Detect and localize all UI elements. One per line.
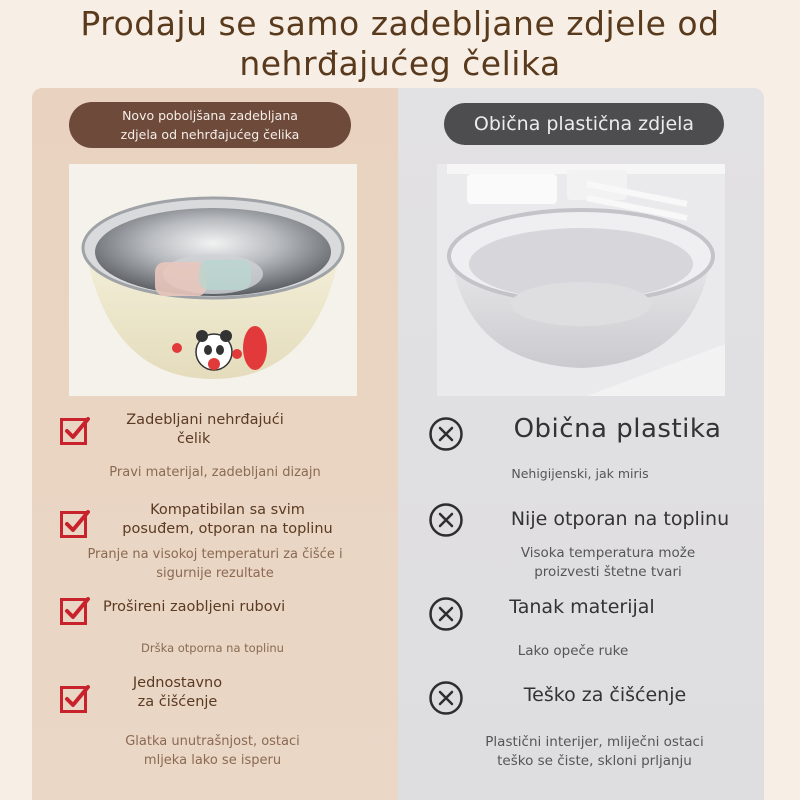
checkbox-check-icon — [60, 508, 90, 538]
line: sigurnije rezultate — [156, 566, 274, 581]
stainless-bowl-photo — [69, 164, 357, 396]
checkbox-check-icon — [60, 415, 90, 445]
line: za čišćenje — [137, 694, 218, 710]
plastic-feature-2-desc — [488, 544, 728, 582]
plastic-feature-4-desc — [462, 733, 727, 771]
checkbox-check-icon — [60, 595, 90, 625]
line: Visoka temperatura može — [520, 545, 696, 561]
stainless-feature-1-title — [95, 411, 315, 449]
circle-x-icon — [428, 680, 464, 716]
line: mljeka lako se isperu — [143, 753, 282, 768]
stainless-header-line-1: Novo poboljšana zadebljana — [122, 108, 298, 123]
stainless-feature-3-desc: Drška otporna na toplinu — [141, 641, 284, 655]
line: čelik — [177, 431, 211, 447]
stainless-feature-4-desc — [95, 732, 330, 770]
stainless-feature-2-desc — [55, 545, 375, 583]
plastic-bowl-illustration — [437, 164, 725, 396]
checkbox-check-icon — [60, 683, 90, 713]
title-line-1: Prodaju se samo zadebljane zdjele od — [80, 4, 720, 43]
stainless-feature-1-desc: Pravi materijal, zadebljani dizajn — [109, 465, 321, 480]
circle-x-icon — [428, 502, 464, 538]
line: Jednostavno — [132, 675, 223, 691]
plastic-header-pill: Obična plastična zdjela — [444, 103, 724, 145]
line: proizvesti štetne tvari — [534, 564, 682, 580]
stainless-feature-3-title: Prošireni zaobljeni rubovi — [103, 599, 286, 615]
line: posuđem, otporan na toplinu — [122, 521, 333, 537]
plastic-bowl-photo — [437, 164, 725, 396]
stainless-bowl-illustration — [69, 164, 357, 396]
stainless-feature-4-title — [110, 674, 245, 712]
circle-x-icon — [428, 596, 464, 632]
line: teško se čiste, skloni prljanju — [497, 753, 692, 769]
line: Pranje na visokoj temperaturi za čišće i — [87, 547, 343, 562]
stainless-feature-2-title — [95, 501, 360, 539]
title-line-2: nehrđajućeg čelika — [239, 44, 561, 83]
plastic-feature-3-desc: Lako opeče ruke — [517, 643, 629, 659]
stainless-header-line-2: zdjela od nehrđajućeg čelika — [120, 127, 300, 142]
plastic-feature-3-title: Tanak materijal — [509, 596, 655, 618]
circle-x-icon — [428, 416, 464, 452]
line: Plastični interijer, mliječni ostaci — [485, 734, 704, 750]
line: Glatka unutrašnjost, ostaci — [125, 734, 300, 749]
plastic-feature-4-title: Teško za čišćenje — [523, 684, 687, 706]
plastic-feature-1-title: Obična plastika — [513, 414, 722, 444]
line: Kompatibilan sa svim — [150, 502, 305, 518]
plastic-feature-1-desc: Nehigijenski, jak miris — [511, 466, 649, 481]
stainless-header-pill — [69, 102, 351, 148]
plastic-feature-2-title: Nije otporan na toplinu — [510, 508, 730, 530]
line: Zadebljani nehrđajući — [126, 412, 284, 428]
